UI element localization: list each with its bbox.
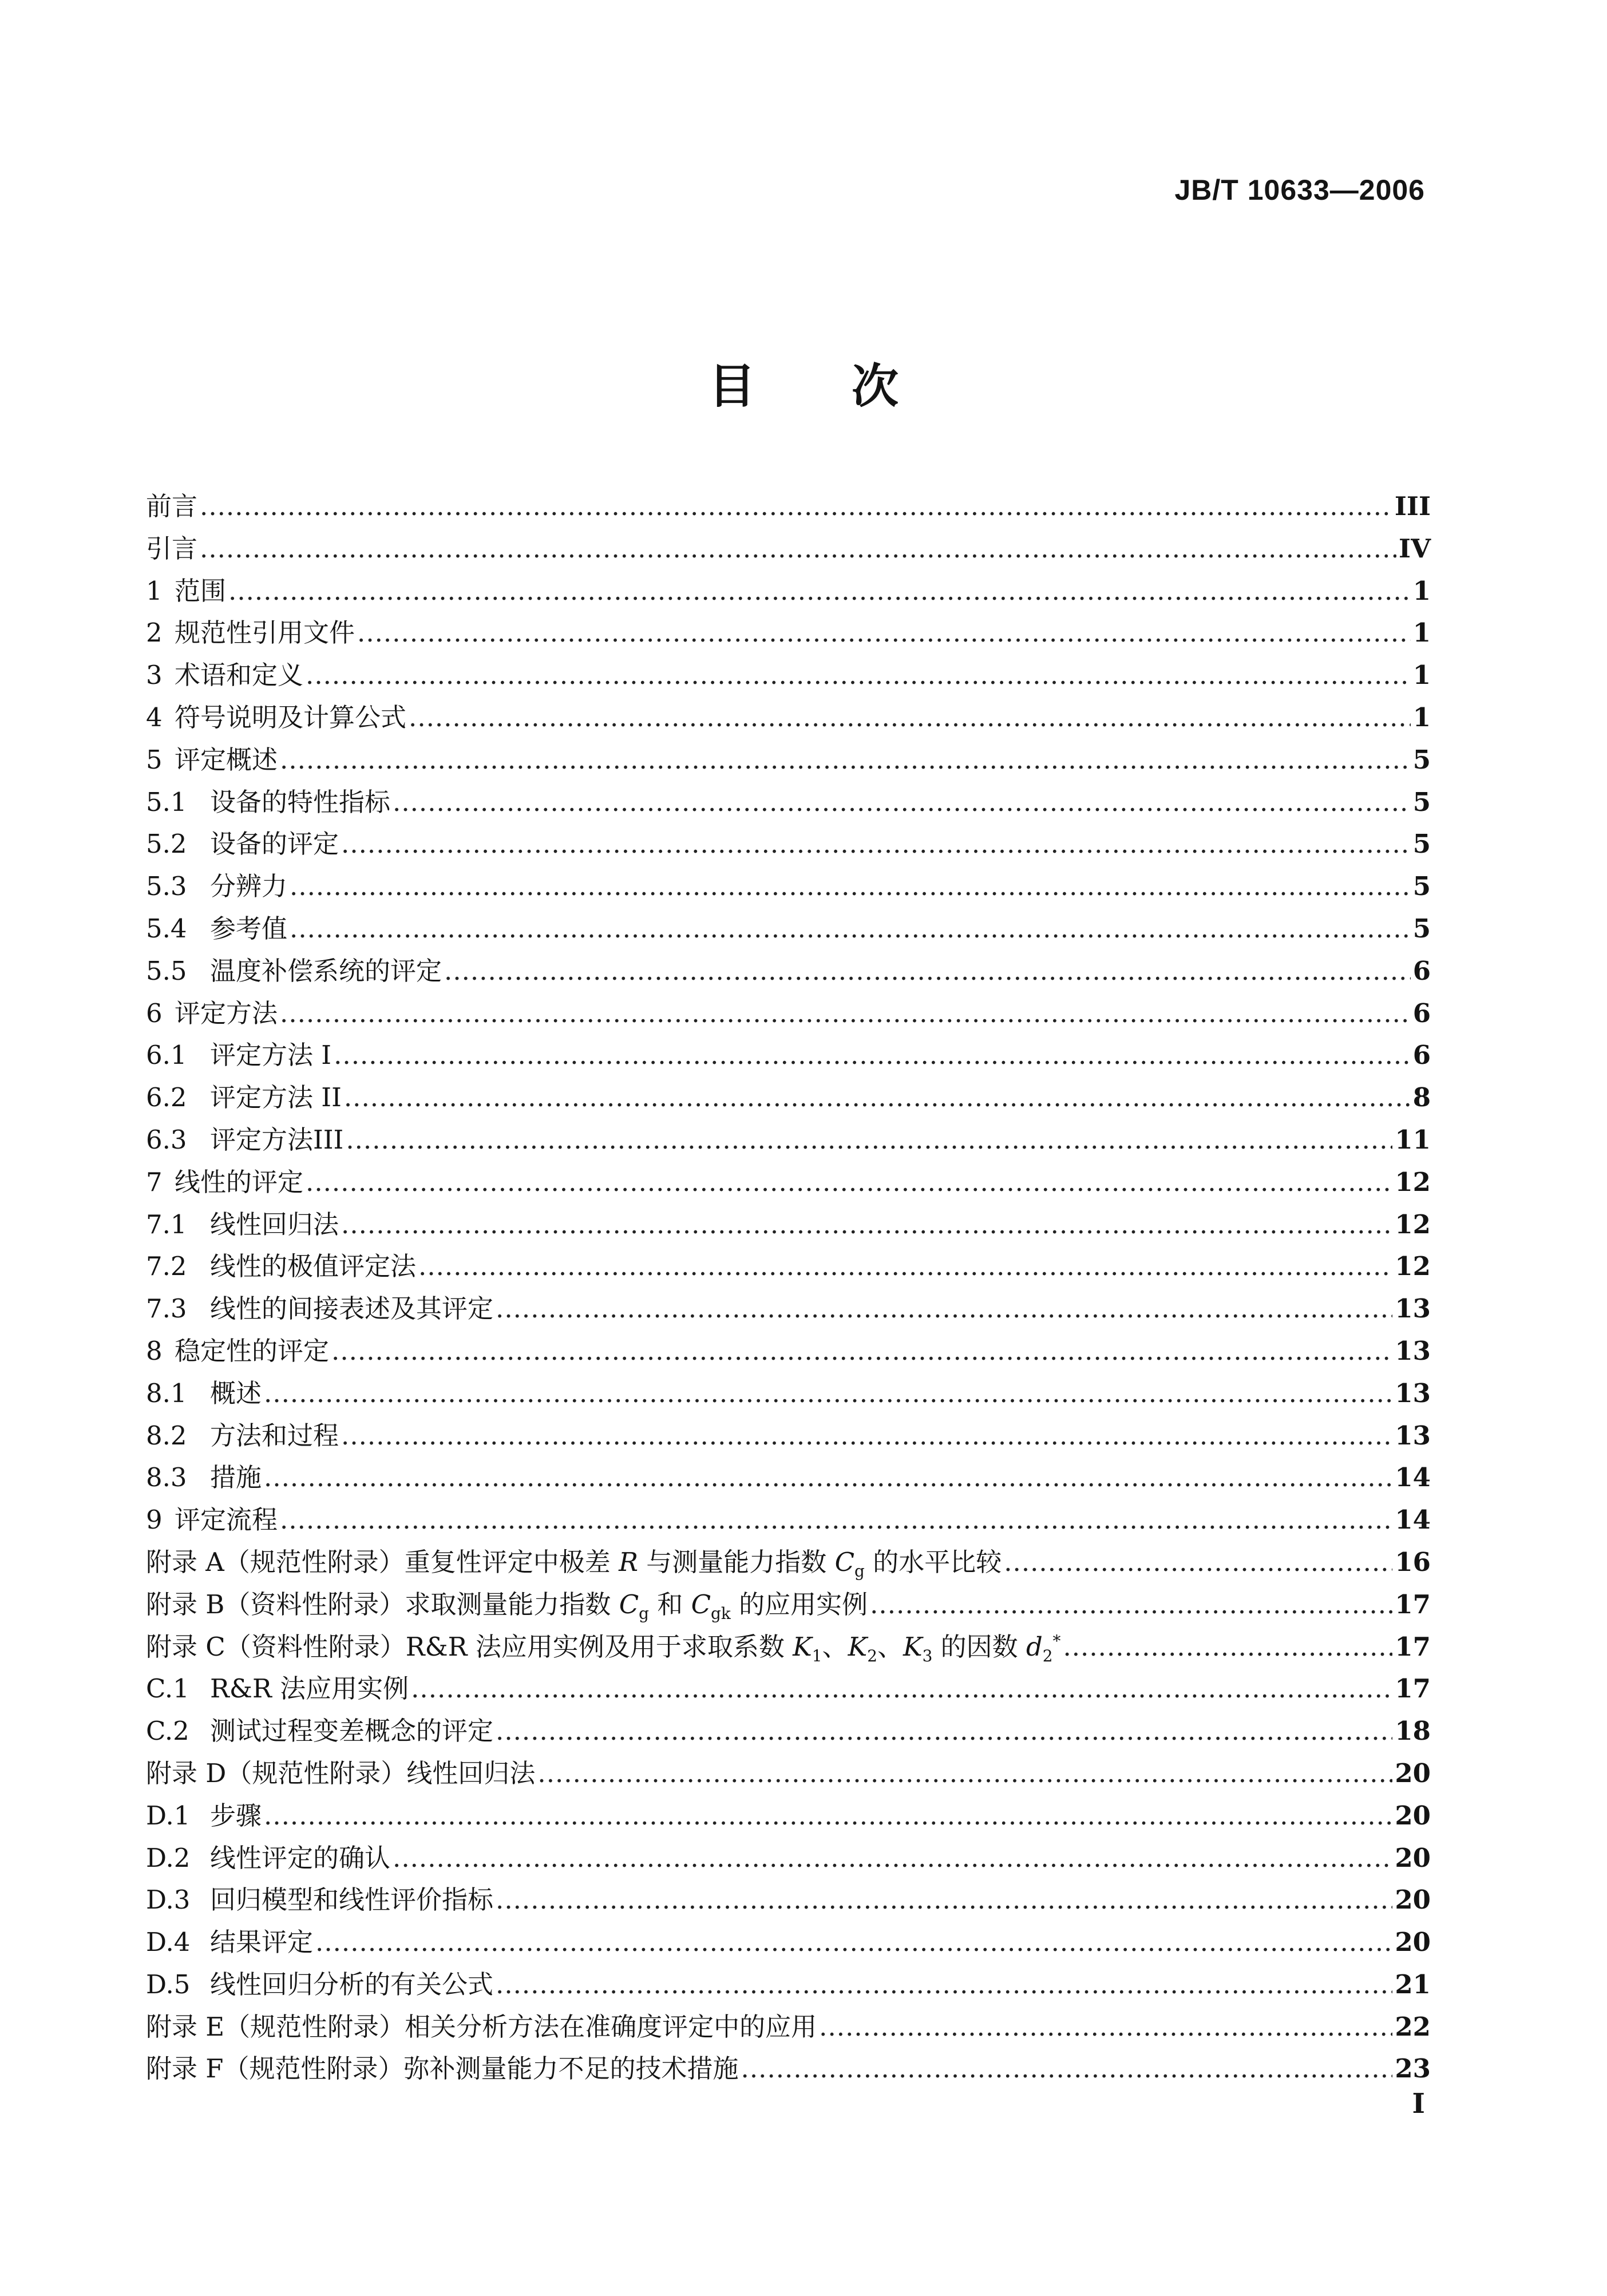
toc-entry[interactable] xyxy=(146,1499,1431,1541)
toc-entry-title: 设备的特性指标 xyxy=(210,786,391,817)
toc-entry-number: D.3 xyxy=(146,1885,191,1915)
toc-entry-page: 13 xyxy=(1395,1293,1431,1324)
toc-entry-page: 11 xyxy=(1395,1124,1431,1155)
toc-entry-page: 1 xyxy=(1412,702,1431,733)
toc-entry-title: 线性评定的确认 xyxy=(210,1842,391,1873)
toc-entry-title: 评定方法 xyxy=(175,997,278,1028)
toc-leader-dots xyxy=(306,1167,1392,1197)
toc-entry-page: 12 xyxy=(1395,1251,1431,1282)
toc-entry-page: 23 xyxy=(1395,2053,1431,2084)
toc-entry-title: 评定流程 xyxy=(175,1505,278,1535)
toc-entry-title: 评定概述 xyxy=(175,744,278,775)
toc-entry[interactable] xyxy=(146,1879,1431,1921)
toc-entry[interactable] xyxy=(146,654,1431,696)
symbol-k: K xyxy=(793,1631,812,1662)
toc-entry-page: 5 xyxy=(1412,913,1431,944)
toc-entry-number: 7.1 xyxy=(146,1209,187,1240)
toc-entry-title: 线性的评定 xyxy=(175,1166,304,1197)
toc-entry-title: 方法和过程 xyxy=(210,1420,339,1451)
toc-leader-dots xyxy=(341,829,1411,859)
toc-entry-label xyxy=(146,1456,262,1494)
toc-entry-number: 5.1 xyxy=(146,786,187,817)
toc-entry[interactable] xyxy=(146,781,1431,824)
toc-entry-number: 6.2 xyxy=(146,1082,187,1113)
toc-leader-dots xyxy=(280,1505,1392,1535)
toc-entry-title: 回归模型和线性评价指标 xyxy=(210,1885,494,1915)
toc-entry[interactable] xyxy=(146,612,1431,654)
toc-text-part: 附录 C（资料性附录）R&R 法应用实例及用于求取系数 xyxy=(146,1631,793,1662)
toc-entry-number: 5.4 xyxy=(146,913,187,944)
table-of-contents xyxy=(146,485,1431,2090)
toc-entry-page: 20 xyxy=(1395,1885,1431,1915)
toc-leader-dots xyxy=(315,1927,1392,1957)
toc-entry-title: 设备的评定 xyxy=(210,829,339,860)
toc-entry-page: IV xyxy=(1399,533,1431,564)
toc-entry-title: 稳定性的评定 xyxy=(175,1335,330,1366)
toc-entry-page: 14 xyxy=(1395,1462,1431,1493)
toc-leader-dots xyxy=(341,1209,1392,1240)
toc-entry[interactable] xyxy=(146,1921,1431,1964)
toc-entry-label xyxy=(146,992,278,1030)
toc-entry-label xyxy=(146,1921,313,1958)
toc-leader-dots xyxy=(334,1040,1411,1070)
toc-text-part: 与测量能力指数 xyxy=(638,1546,835,1577)
toc-leader-dots xyxy=(290,871,1411,901)
toc-entry-title: 规范性引用文件 xyxy=(175,617,355,648)
toc-entry-label xyxy=(146,485,197,522)
toc-entry-label xyxy=(146,1626,1060,1665)
toc-text-part: 、 xyxy=(822,1631,848,1662)
subscript: 2 xyxy=(1042,1646,1053,1665)
toc-entry-number: C.1 xyxy=(146,1673,189,1704)
toc-leader-dots xyxy=(341,1420,1392,1451)
toc-entry[interactable] xyxy=(146,1034,1431,1076)
toc-entry-label xyxy=(146,696,406,734)
toc-leader-dots xyxy=(393,787,1411,817)
toc-entry-number: D.5 xyxy=(146,1969,191,2000)
toc-entry-number: 9 xyxy=(146,1505,163,1535)
toc-entry-page: 22 xyxy=(1395,2011,1431,2042)
toc-entry-page: 13 xyxy=(1395,1420,1431,1451)
toc-leader-dots xyxy=(264,1378,1392,1408)
toc-text-part: 的因数 xyxy=(932,1631,1026,1662)
symbol-k: K xyxy=(903,1631,923,1662)
toc-entry[interactable] xyxy=(146,1330,1431,1372)
toc-entry[interactable] xyxy=(146,2048,1431,2090)
toc-entry-label xyxy=(146,1837,390,1874)
toc-entry-number: 7.3 xyxy=(146,1293,187,1324)
toc-entry[interactable] xyxy=(146,1372,1431,1415)
symbol-k: K xyxy=(848,1631,868,1662)
toc-entry-label xyxy=(146,1879,493,1916)
subscript: 2 xyxy=(867,1646,877,1665)
toc-entry-label xyxy=(146,1668,409,1705)
toc-entry-title: 步骤 xyxy=(210,1800,262,1831)
toc-entry[interactable] xyxy=(146,696,1431,739)
toc-entry-label xyxy=(146,1752,535,1790)
toc-leader-dots xyxy=(290,913,1411,944)
toc-entry[interactable] xyxy=(146,1626,1431,1668)
toc-text-part: 、 xyxy=(877,1631,903,1662)
toc-entry-title: 线性回归法 xyxy=(210,1209,339,1240)
toc-entry-label xyxy=(146,1288,493,1325)
toc-entry-page: 6 xyxy=(1412,955,1431,986)
toc-entry-label xyxy=(146,1541,1002,1581)
symbol-c: C xyxy=(619,1589,639,1620)
toc-entry-page: 5 xyxy=(1412,786,1431,817)
toc-entry[interactable] xyxy=(146,1837,1431,1879)
toc-entry[interactable] xyxy=(146,1541,1431,1584)
toc-entry-title: 附录 E（规范性附录）相关分析方法在准确度评定中的应用 xyxy=(146,2011,817,2042)
toc-entry-page: 5 xyxy=(1412,871,1431,902)
toc-entry-label xyxy=(146,1076,342,1114)
toc-entry-page: 21 xyxy=(1395,1969,1431,2000)
toc-entry-title: 分辨力 xyxy=(210,871,288,902)
toc-entry-number: 8 xyxy=(146,1335,163,1366)
toc-entry-page: 20 xyxy=(1395,1927,1431,1958)
toc-entry[interactable] xyxy=(146,1415,1431,1457)
standard-number: JB/T 10633—2006 xyxy=(1174,174,1425,206)
toc-entry-title: 评定方法 II xyxy=(210,1082,342,1113)
toc-entry-number: 1 xyxy=(146,575,163,606)
toc-entry-title: 线性的极值评定法 xyxy=(210,1251,417,1282)
toc-entry-page: 16 xyxy=(1395,1546,1431,1577)
toc-leader-dots xyxy=(280,745,1411,775)
toc-leader-dots xyxy=(1063,1632,1392,1662)
toc-text-part: 附录 A（规范性附录）重复性评定中极差 xyxy=(146,1546,619,1577)
toc-entry-label xyxy=(146,2006,817,2043)
toc-leader-dots xyxy=(409,702,1411,733)
toc-entry[interactable] xyxy=(146,908,1431,950)
toc-entry-number: D.4 xyxy=(146,1927,191,1958)
toc-entry[interactable] xyxy=(146,1584,1431,1626)
toc-entry-label xyxy=(146,1499,278,1536)
toc-entry[interactable] xyxy=(146,1245,1431,1288)
toc-entry-number: 6.1 xyxy=(146,1040,187,1071)
subscript: g xyxy=(639,1604,649,1623)
toc-text-part: 和 xyxy=(648,1589,691,1620)
toc-entry-number: 5.3 xyxy=(146,871,187,902)
toc-leader-dots xyxy=(496,1885,1392,1915)
toc-entry-label xyxy=(146,908,287,945)
toc-entry-label xyxy=(146,612,355,649)
toc-entry-title: 温度补偿系统的评定 xyxy=(210,955,442,986)
toc-entry-page: 20 xyxy=(1395,1842,1431,1873)
toc-entry-number: 5.2 xyxy=(146,829,187,860)
toc-entry-label xyxy=(146,570,226,607)
toc-leader-dots xyxy=(306,660,1411,690)
toc-entry-title: 线性的间接表述及其评定 xyxy=(210,1293,494,1324)
toc-entry-page: III xyxy=(1394,491,1431,521)
toc-leader-dots xyxy=(741,2053,1393,2084)
toc-entry-label xyxy=(146,1795,262,1832)
toc-entry-label xyxy=(146,1245,416,1282)
toc-text-part: 附录 B（资料性附录）求取测量能力指数 xyxy=(146,1589,619,1620)
toc-entry[interactable] xyxy=(146,823,1431,865)
toc-entry[interactable] xyxy=(146,485,1431,528)
toc-entry-title: 措施 xyxy=(210,1462,262,1493)
toc-entry-title: 符号说明及计算公式 xyxy=(175,702,407,733)
toc-entry[interactable] xyxy=(146,1204,1431,1246)
toc-entry-page: 14 xyxy=(1395,1505,1431,1535)
toc-entry[interactable] xyxy=(146,1668,1431,1710)
toc-entry-number: 7.2 xyxy=(146,1251,187,1282)
toc-entry-title: 评定方法III xyxy=(210,1124,344,1155)
toc-entry-page: 5 xyxy=(1412,744,1431,775)
toc-entry-page: 6 xyxy=(1412,1040,1431,1071)
toc-entry[interactable] xyxy=(146,1456,1431,1499)
toc-entry-title: 参考值 xyxy=(210,913,288,944)
toc-entry[interactable] xyxy=(146,739,1431,781)
toc-leader-dots xyxy=(496,1969,1392,2000)
toc-entry-number: 8.2 xyxy=(146,1420,187,1451)
toc-entry-title: 评定方法 I xyxy=(210,1040,332,1071)
toc-entry-number: 8.1 xyxy=(146,1377,187,1408)
toc-entry[interactable] xyxy=(146,1161,1431,1204)
toc-entry-number: 5 xyxy=(146,744,163,775)
subscript: g xyxy=(854,1561,865,1581)
toc-entry-label xyxy=(146,1161,303,1198)
toc-leader-dots xyxy=(496,1293,1392,1324)
toc-entry[interactable] xyxy=(146,2006,1431,2048)
toc-leader-dots xyxy=(280,998,1411,1028)
toc-leader-dots xyxy=(411,1673,1392,1704)
toc-leader-dots xyxy=(331,1336,1392,1366)
toc-entry-title: 概述 xyxy=(210,1377,262,1408)
toc-entry-title: 线性回归分析的有关公式 xyxy=(210,1969,494,2000)
toc-entry-page: 18 xyxy=(1395,1716,1431,1747)
toc-leader-dots xyxy=(228,576,1411,606)
toc-leader-dots xyxy=(870,1589,1392,1620)
toc-leader-dots xyxy=(200,533,1396,564)
toc-entry-page: 17 xyxy=(1395,1589,1431,1620)
toc-entry-title: 附录 D（规范性附录）线性回归法 xyxy=(146,1757,536,1788)
toc-entry-title: R&R 法应用实例 xyxy=(210,1673,409,1704)
toc-entry-label xyxy=(146,1710,493,1747)
toc-entry-label xyxy=(146,2048,739,2085)
toc-entry[interactable] xyxy=(146,1710,1431,1752)
toc-entry-label xyxy=(146,1584,868,1623)
toc-entry-label xyxy=(146,1964,493,2001)
toc-entry-number: 3 xyxy=(146,660,163,691)
toc-leader-dots xyxy=(344,1082,1411,1113)
toc-leader-dots xyxy=(200,491,1392,521)
toc-entry-page: 5 xyxy=(1412,829,1431,860)
subscript: gk xyxy=(711,1604,731,1623)
toc-leader-dots xyxy=(418,1251,1392,1281)
toc-entry-label xyxy=(146,1372,262,1410)
symbol-c: C xyxy=(834,1546,855,1577)
toc-entry-label xyxy=(146,865,287,902)
toc-leader-dots xyxy=(264,1462,1392,1493)
superscript: * xyxy=(1052,1631,1061,1650)
symbol-d: d xyxy=(1026,1631,1043,1662)
toc-entry-page: 8 xyxy=(1412,1082,1431,1113)
toc-entry-label xyxy=(146,1034,331,1071)
toc-leader-dots xyxy=(444,956,1411,986)
toc-entry-title: 前言 xyxy=(146,491,198,521)
toc-entry-label xyxy=(146,739,278,776)
toc-entry[interactable] xyxy=(146,950,1431,992)
toc-entry[interactable] xyxy=(146,1288,1431,1330)
toc-entry-number: 7 xyxy=(146,1166,163,1197)
toc-entry-title: 结果评定 xyxy=(210,1927,314,1958)
toc-entry-number: 4 xyxy=(146,702,163,733)
toc-entry[interactable] xyxy=(146,1752,1431,1795)
toc-entry-page: 13 xyxy=(1395,1377,1431,1408)
toc-entry-page: 1 xyxy=(1412,617,1431,648)
toc-entry-label xyxy=(146,654,303,691)
page-number: I xyxy=(1412,2088,1425,2120)
toc-entry-label xyxy=(146,528,197,565)
toc-entry-title: 范围 xyxy=(175,575,227,606)
toc-entry-title: 测试过程变差概念的评定 xyxy=(210,1716,494,1747)
toc-entry-label xyxy=(146,1204,339,1241)
toc-text-part: 的水平比较 xyxy=(864,1546,1002,1577)
toc-leader-dots xyxy=(537,1758,1392,1788)
subscript: 1 xyxy=(812,1646,822,1665)
toc-entry-label xyxy=(146,1415,339,1452)
toc-entry-page: 1 xyxy=(1412,660,1431,691)
page-title: 目次 xyxy=(708,359,995,414)
toc-leader-dots xyxy=(1004,1547,1392,1577)
toc-entry-number: 8.3 xyxy=(146,1462,187,1493)
subscript: 3 xyxy=(922,1646,933,1665)
toc-entry[interactable] xyxy=(146,1119,1431,1161)
toc-entry-label xyxy=(146,1119,343,1156)
toc-entry-page: 13 xyxy=(1395,1335,1431,1366)
toc-leader-dots xyxy=(264,1800,1392,1831)
toc-entry[interactable] xyxy=(146,1076,1431,1119)
toc-entry-number: 2 xyxy=(146,617,163,648)
toc-entry-page: 12 xyxy=(1395,1209,1431,1240)
toc-entry-page: 20 xyxy=(1395,1757,1431,1788)
toc-entry[interactable] xyxy=(146,570,1431,612)
toc-entry[interactable] xyxy=(146,992,1431,1035)
toc-entry[interactable] xyxy=(146,1964,1431,2006)
toc-leader-dots xyxy=(393,1843,1392,1873)
toc-entry-page: 12 xyxy=(1395,1166,1431,1197)
toc-leader-dots xyxy=(496,1716,1392,1746)
toc-leader-dots xyxy=(357,617,1411,648)
toc-entry[interactable] xyxy=(146,865,1431,908)
toc-entry-label xyxy=(146,781,390,818)
toc-entry-number: 5.5 xyxy=(146,955,187,986)
toc-entry-number: D.2 xyxy=(146,1842,191,1873)
toc-entry-title: 附录 F（规范性附录）弥补测量能力不足的技术措施 xyxy=(146,2053,739,2084)
toc-entry-number: D.1 xyxy=(146,1800,191,1831)
toc-leader-dots xyxy=(346,1125,1392,1155)
symbol-c: C xyxy=(691,1589,711,1620)
toc-entry-page: 1 xyxy=(1412,575,1431,606)
toc-entry[interactable] xyxy=(146,528,1431,570)
symbol-r: R xyxy=(619,1546,638,1577)
toc-entry-number: 6.3 xyxy=(146,1124,187,1155)
toc-entry-page: 6 xyxy=(1412,997,1431,1028)
toc-entry-number: C.2 xyxy=(146,1716,189,1747)
toc-entry[interactable] xyxy=(146,1795,1431,1837)
toc-entry-page: 20 xyxy=(1395,1800,1431,1831)
toc-entry-page: 17 xyxy=(1395,1631,1431,1662)
toc-entry-label xyxy=(146,1330,329,1367)
toc-entry-title: 引言 xyxy=(146,533,198,564)
toc-entry-page: 17 xyxy=(1395,1673,1431,1704)
toc-entry-title: 术语和定义 xyxy=(175,660,304,691)
toc-entry-number: 6 xyxy=(146,997,163,1028)
toc-leader-dots xyxy=(819,2012,1392,2042)
toc-entry-label xyxy=(146,950,442,987)
toc-text-part: 的应用实例 xyxy=(730,1589,868,1620)
toc-entry-label xyxy=(146,823,339,860)
